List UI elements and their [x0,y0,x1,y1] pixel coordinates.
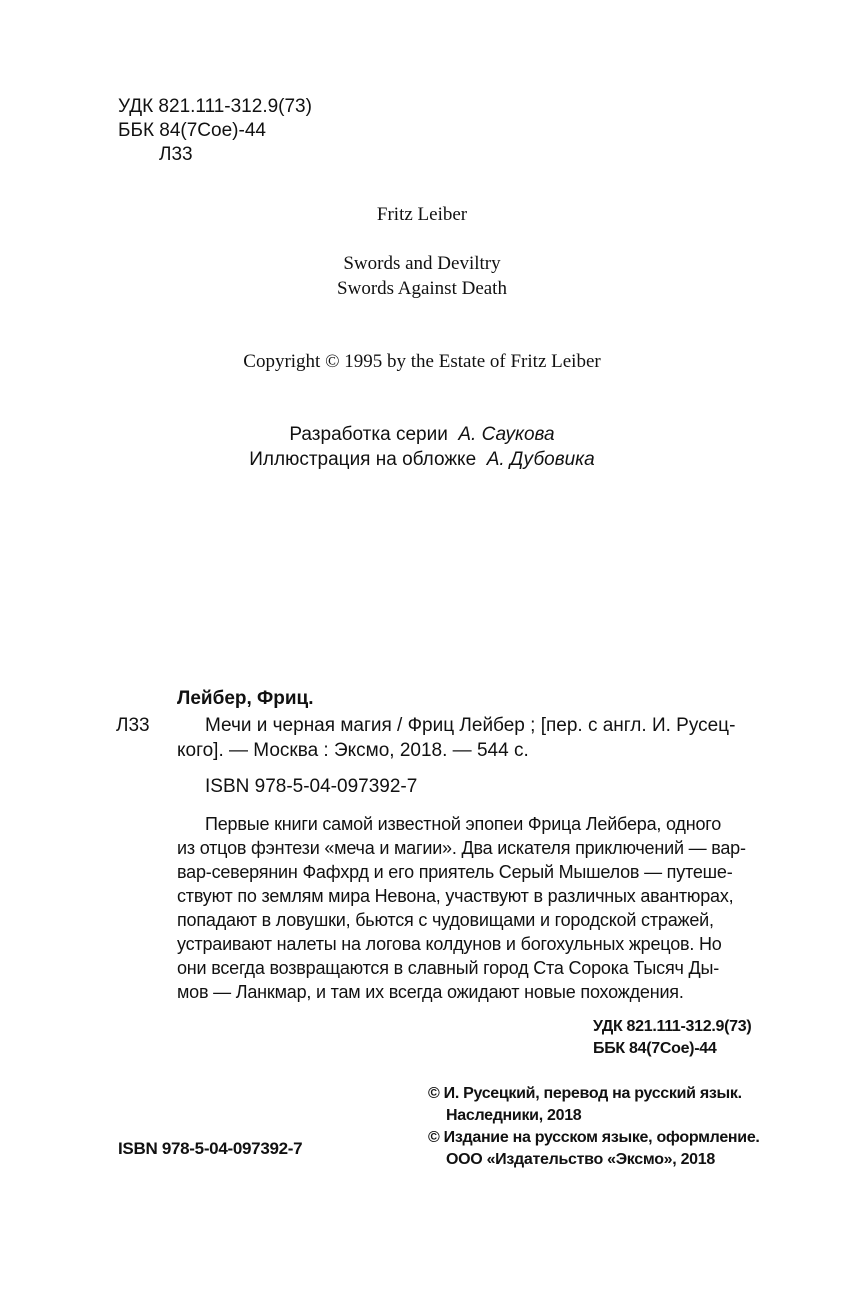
catalog-isbn: ISBN 978-5-04-097392-7 [205,776,418,797]
copyright-translation: © И. Русецкий, перевод на русский язык. [428,1085,742,1102]
copyright-edition: © Издание на русском языке, оформление. [428,1129,760,1146]
annotation-line: попадают в ловушки, бьются с чудовищами и городской стражей, [177,910,714,930]
annotation-line: из отцов фэнтези «меча и магии». Два искателя приключений — вар- [177,838,746,858]
udk-code: УДК 821.111-312.9(73) [118,96,312,117]
annotation-line: вар-северянин Фафхрд и его приятель Серый Мышелов — путеше- [177,862,733,882]
catalog-mark: Л33 [116,715,150,736]
annotation-line: устраивают налеты на логова колдунов и богохульных жрецов. Но [177,934,722,954]
copyright-notice: Copyright © 1995 by the Estate of Fritz Leiber [243,351,601,372]
series-credit [0,424,844,446]
bbk-code: ББК 84(7Сое)-44 [118,120,266,141]
bottom-bbk: ББК 84(7Сое)-44 [593,1040,717,1057]
cover-name: А. Дубовика [486,449,595,470]
catalog-line-1: Мечи и черная магия / Фриц Лейбер ; [пер. с англ. И. Русец- [205,715,736,736]
series-name: А. Саукова [458,424,555,445]
annotation [177,812,746,1004]
catalog-heading: Лейбер, Фриц. [177,688,314,709]
cover-credit [0,449,844,471]
catalog-line-2: кого]. — Москва : Эксмо, 2018. — 544 с. [177,740,529,761]
series-label: Разработка серии [289,424,448,445]
original-title-2: Swords Against Death [337,278,507,299]
original-author: Fritz Leiber [376,204,468,225]
cover-label: Иллюстрация на обложке [249,449,477,470]
copyright-heirs: Наследники, 2018 [446,1107,582,1124]
bottom-udk: УДК 821.111-312.9(73) [593,1018,752,1035]
original-title-1: Swords and Deviltry [343,253,501,274]
isbn-bottom: ISBN 978-5-04-097392-7 [118,1139,303,1158]
annotation-line: они всегда возвращаются в славный город Ста Сорока Тысяч Ды- [177,958,720,978]
annotation-line: Первые книги самой известной эпопеи Фрица Лейбера, одного [205,814,722,834]
annotation-line: ствуют по землям мира Невона, участвуют в различных авантюрах, [177,886,734,906]
annotation-line: мов — Ланкмар, и там их всегда ожидают новые похождения. [177,982,684,1002]
author-mark: Л33 [159,144,193,165]
copyright-publisher: ООО «Издательство «Эксмо», 2018 [446,1151,715,1168]
